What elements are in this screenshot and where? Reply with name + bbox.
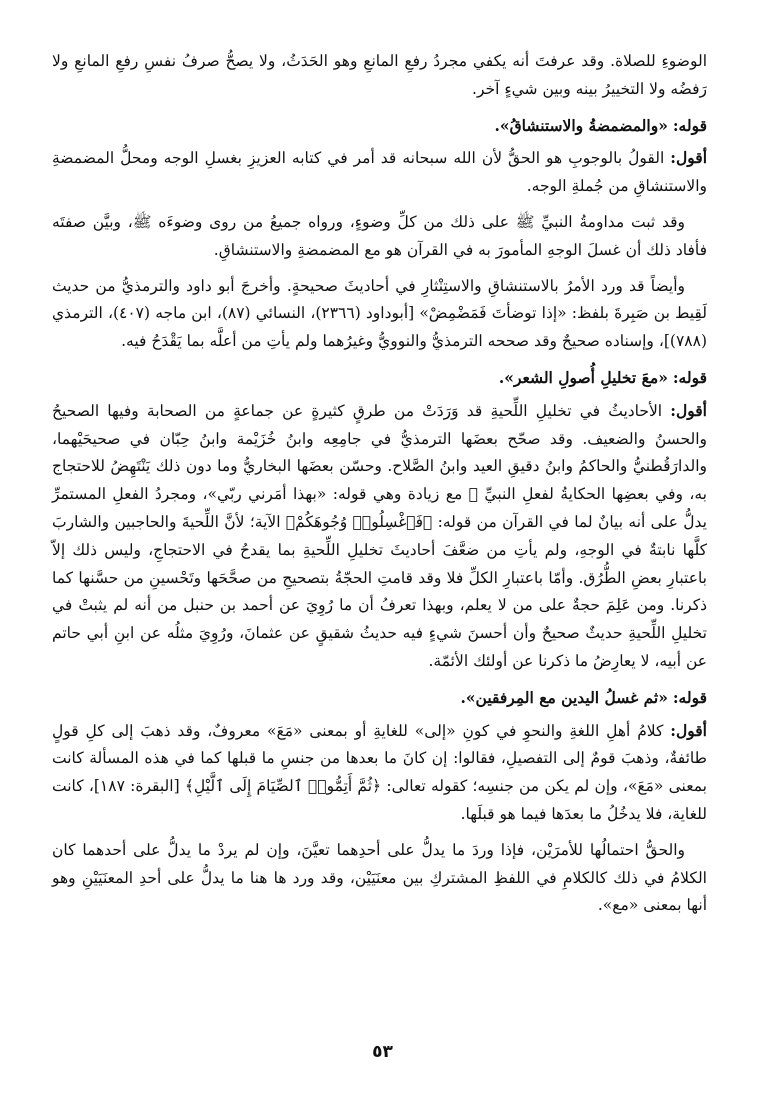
paragraph-obligation xyxy=(52,144,707,201)
paragraph-intro xyxy=(52,48,707,104)
paragraph-lead: أقول: xyxy=(670,148,708,168)
paragraph-text: وقد ثبت مداومةُ النبيِّ ﷺ على ذلك من كلِّ وضوءٍ، ورواه جميعُ من روى وضوءَه ﷺ، وبيَّن صفتَه فأفاد ذلك أن غسلَ الوجهِ المأمورَ به في القرآن هو مع المضمضةِ والاستنشاقِ. xyxy=(52,212,707,259)
paragraph-text: والحقُّ احتمالُها للأمرَيْن، فإذا وردَ ما يدلُّ على أحدِهما تعيَّنَ، وإن لم يردْ ما يدلُّ على أحدهما كان الكلامُ في ذلك كالكلامِ في اللفظِ المشتركِ بين معنَيَيْن، وقد ورد ها هنا ما يدلُّ على أحدِ المعنَيَيْنِ وهو أنها بمعنى «مع». xyxy=(52,840,707,915)
page-number: ٥٣ xyxy=(372,1042,393,1062)
heading-label: قوله: xyxy=(672,687,707,707)
heading-quote: «معَ تخليلِ أُصولِ الشعر». xyxy=(498,367,668,387)
heading-label: قوله: xyxy=(672,115,707,135)
heading-quote: «ثم غسلُ اليدين مع المِرفقين». xyxy=(460,687,668,707)
heading-label: قوله: xyxy=(672,367,707,387)
paragraph-ila-meaning xyxy=(52,717,707,829)
paragraph-text: وأيضاً قد ورد الأمرُ بالاستنشاقِ والاستِنْثارِ في أحاديثَ صحيحةٍ. وأخرجَ أبو داود والترمذيُّ من حديث لَقِيط بن صَبِرةَ بلفظ: «إذا توضأتَ فَمَضْمِضْ» [أبوداود (٢٣٦٦)، النسائي (٨٧)، ابن ماجه (٤٠٧)، الترمذي (٧٨٨)]، وإسناده صحيحٌ وقد صححه الترمذيُّ والنوويُّ وغيرُهما ولم يأتِ من أعلَّه بما يَقْدَحُ فيه. xyxy=(52,276,707,351)
section-heading-mouthwash xyxy=(52,112,707,141)
paragraph-prophet-practice xyxy=(52,209,707,265)
paragraph-text: الأحاديثُ في تخليلِ اللِّحيةِ قد وَرَدَتْ من طرقٍ كثيرةٍ عن جماعةٍ من الصحابة وفيها الصحيحُ والحسنُ والضعيف. وقد صحّح بعضَها الترمذيُّ في جامِعِه وابنُ خُزَيْمة وابنُ حِبّان في صحيحَيْهما، والدارَقُطنيُّ والحاكمُ وابنُ دقيقِ العيد وابنُ الصَّلاح. وحسّن بعضَها البخاريُّ وما دون ذلك يَنْتَهِضُ للاحتجاج به، وفي بعضِها الحكايةُ لفعلِ النبيِّ ﷺ مع زيادة وهي قوله: «بهذا أمَرني ربّي»، ومجردُ الفعلِ المستمرِّ يدلُّ على أنه بيانٌ لما في القرآن من قوله: ﴿فَٱغْسِلُوا۟ وُجُوهَكُمْ﴾ الآية؛ لأنَّ اللِّحيةَ والحاجبين والشاربَ كلَّها نابتةٌ في الوجهِ، ولم يأتِ من ضعَّفَ أحاديثَ تخليلِ اللِّحيةِ بما يقدحُ في الاحتجاجِ، وليس ذلك إلاّ باعتبارِ بعضِ الطُّرُق. وأمّا باعتبارِ الكلِّ فلا وقد قامتِ الحجّةُ بتصحيحِ من صحَّحَها وتَحْسينِ من حسَّنها كما ذكرنا. ومن عَلِمَ حجةٌ على من لا يعلم، وبهذا تعرفُ أن ما رُوِيَ عن أحمد بن حنبل من أنه لم يثبتْ في تخليلِ اللِّحيةِ حديثٌ صحيحٌ وأن أحسنَ شيءٍ فيه حديثُ شقيقٍ عن عثمانَ، ورُوِيَ مثلُه عن ابنِ أبي حاتم عن أبيه، لا يعارِضُ ما ذكرنا عن أولئك الأئمّة. xyxy=(52,401,707,670)
section-heading-hair xyxy=(52,364,707,393)
paragraph-lead: أقول: xyxy=(670,720,707,740)
paragraph-hadith-evidence xyxy=(52,273,707,356)
paragraph-text: الوضوءِ للصلاة. وقد عرفتَ أنه يكفي مجردُ رفعِ المانعِ وهو الحَدَثُ، ولا يصحُّ صرفُ نفسِ رفعِ المانعِ ولا رَفضُه ولا التخييرُ بينه وبين شيءٍ آخر. xyxy=(52,52,707,98)
paragraph-text: القولُ بالوجوبِ هو الحقُّ لأن الله سبحانه قد أمر في كتابه العزيزِ بغسلِ الوجه ومحلُّ المضمضةِ والاستنشاقِ من جُملةِ الوجه. xyxy=(52,149,707,196)
section-heading-hands xyxy=(52,684,707,713)
paragraph-text: كلامُ أهلِ اللغةِ والنحوِ في كونِ «إلى» للغايةِ أو بمعنى «مَعَ» معروفٌ، وقد ذهبَ إلى كلِ قولٍ طائفةٌ، وذهبَ قومٌ إلى التفصيلِ، فقالوا: إن كانَ ما بعدها من جنسِ ما قبلها كما في هذه المسألة كانت بمعنى «مَعَ»، وإن لم يكن من جنسِه؛ كقوله تعالى: ﴿ثُمَّ أَتِمُّوا۟ ٱلصِّيَامَ إِلَى ٱلَّيْلِ﴾ [البقرة: ١٨٧]، كانت للغاية، فلا يدخُلُ ما بعدَها فيما هو قبلَها. xyxy=(52,721,707,823)
paragraph-lead: أقول: xyxy=(670,400,707,420)
paragraph-beard xyxy=(52,397,707,676)
paragraph-conclusion xyxy=(52,837,707,920)
heading-quote: «والمضمضةُ والاستنشاقُ». xyxy=(494,115,668,135)
